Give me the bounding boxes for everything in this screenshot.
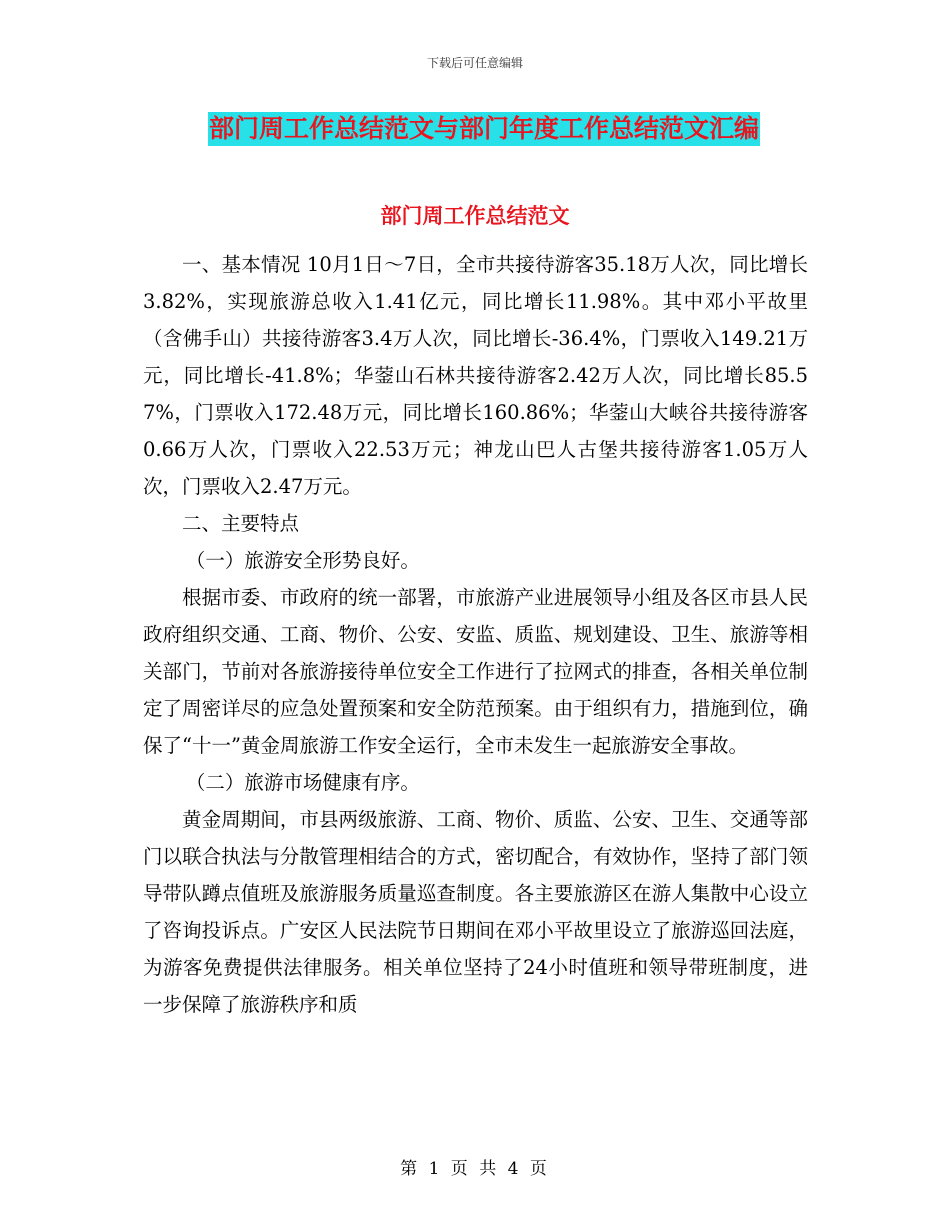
paragraph-basic-situation: 一、基本情况 10月1日～7日，全市共接待游客35.18万人次，同比增长3.82%，实现旅游总收入1.41亿元，同比增长11.98%。其中邓小平故里（含佛手山）共接待游客3.4万人次，同比增长-36.4%，门票收入149.21万元，同比增长-41.8%；华蓥山石林共接待游客2.42万人次，同比增长85.57%，门票收入172.48万元，同比增长160.86%；华蓥山大峡谷共接待游客0.66万人次，门票收入22.53万元；神龙山巴人古堡共接待游客1.05万人次，门票收入2.47万元。 xyxy=(143,253,808,498)
main-title-container xyxy=(208,112,760,146)
paragraph-heading-main-features: 二、主要特点 xyxy=(182,512,300,535)
document-body xyxy=(143,246,808,1023)
page-footer: 第 1 页 共 4 页 xyxy=(400,1159,550,1179)
paragraph-market-details: 黄金周期间，市县两级旅游、工商、物价、质监、公安、卫生、交通等部门以联合执法与分散管理相结合的方式，密切配合，有效协作，坚持了部门领导带队蹲点值班及旅游服务质量巡查制度。各主要旅游区在游人集散中心设立了咨询投诉点。广安区人民法院节日期间在邓小平故里设立了旅游巡回法庭，为游客免费提供法律服务。相关单位坚持了24小时值班和领导带班制度，进一步保障了旅游秩序和质 xyxy=(143,808,808,1016)
section-title: 部门周工作总结范文 xyxy=(380,204,570,228)
main-title: 部门周工作总结范文与部门年度工作总结范文汇编 xyxy=(208,112,760,146)
paragraph-safety-details: 根据市委、市政府的统一部署，市旅游产业进展领导小组及各区市县人民政府组织交通、工商、物价、公安、安监、质监、规划建设、卫生、旅游等相关部门，节前对各旅游接待单位安全工作进行了拉网式的排查，各相关单位制定了周密详尽的应急处置预案和安全防范预案。由于组织有力，措施到位，确保了“十一”黄金周旅游工作安全运行，全市未发生一起旅游安全事故。 xyxy=(143,586,808,757)
paragraph-subheading-market: （二）旅游市场健康有序。 xyxy=(185,771,420,794)
page-header-note: 下载后可任意编辑 xyxy=(426,56,523,70)
paragraph-subheading-safety: （一）旅游安全形势良好。 xyxy=(185,549,420,572)
